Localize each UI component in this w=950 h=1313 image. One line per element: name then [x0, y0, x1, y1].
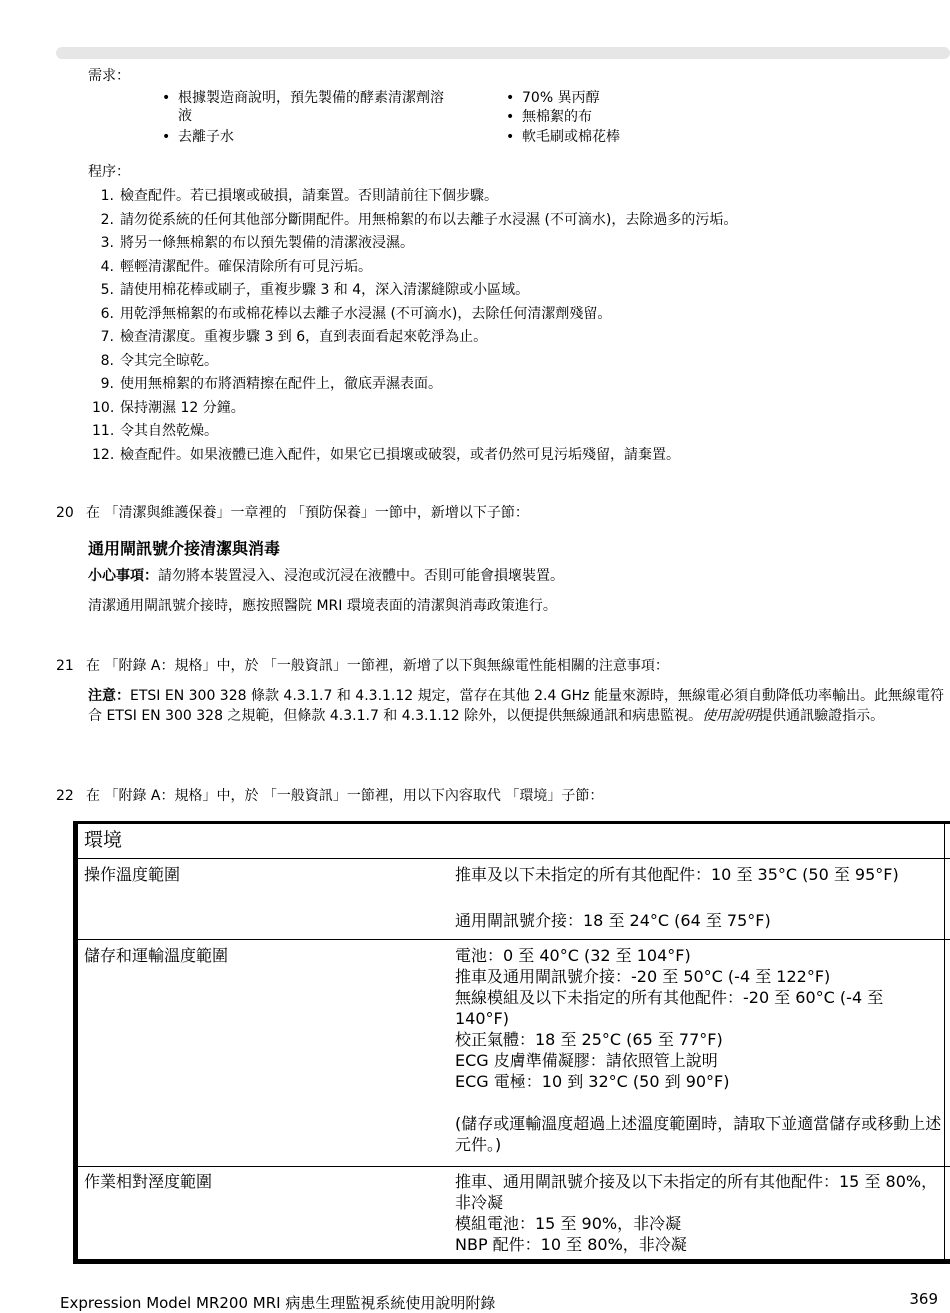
requirement-item: • 軟毛刷或棉花棒	[506, 129, 620, 145]
step-number: 5.	[100, 282, 114, 298]
step-text: 檢查清潔度。重複步驟 3 到 6，直到表面看起來乾淨為止。	[120, 329, 488, 345]
radio-note: 注意：ETSI EN 300 328 條款 4.3.1.7 和 4.3.1.12 規定，當存在其他 2.4 GHz 能量來源時，無線電必須自動降低功率輸出。此無線電符合 ETSI EN 300 328 之規範，但條款 4.3.1.7 和 4.3.1.12 除外，以便提供無線通訊和病患監視。使用說明提供通訊驗證指示。	[88, 688, 944, 724]
step-text: 用乾淨無棉絮的布或棉花棒以去離子水浸濕 (不可滴水)，去除任何清潔劑殘留。	[120, 306, 612, 322]
note-label: 注意：	[88, 688, 130, 704]
step-text: 請使用棉花棒或刷子，重複步驟 3 和 4，深入清潔縫隙或小區域。	[120, 282, 530, 298]
step-text: 將另一條無棉絮的布以預先製備的清潔液浸濕。	[120, 235, 414, 251]
header-bar	[56, 47, 950, 59]
step-number: 4.	[100, 259, 114, 275]
caution-text: 請勿將本裝置浸入、浸泡或沉浸在液體中。否則可能會損壞裝置。	[158, 568, 564, 584]
step-number: 8.	[100, 353, 114, 369]
section-number: 21	[56, 658, 74, 674]
step-text: 令其完全晾乾。	[120, 353, 218, 369]
requirements-label: 需求：	[88, 68, 130, 84]
section-text: 在 「附錄 A：規格」中，於 「一般資訊」一節裡，新增了以下與無線電性能相關的注意事項：	[86, 658, 669, 674]
section-text: 在 「清潔與維護保養」一章裡的 「預防保養」一節中，新增以下子節：	[86, 505, 529, 521]
step-number: 2.	[100, 212, 114, 228]
table-title: 環境	[84, 829, 123, 851]
table-row-label: 儲存和運輸溫度範圍	[84, 946, 229, 965]
table-row-label: 操作溫度範圍	[84, 865, 181, 884]
requirement-item: • 去離子水	[162, 129, 234, 145]
step-text: 檢查配件。如果液體已進入配件，如果它已損壞或破裂，或者仍然可見污垢殘留，請棄置。	[120, 447, 680, 463]
procedure-label: 程序：	[88, 164, 130, 180]
section-number: 22	[56, 788, 74, 804]
page-number: 369	[909, 1290, 938, 1308]
table-divider	[78, 939, 950, 940]
section-number: 20	[56, 505, 74, 521]
step-text: 請勿從系統的任何其他部分斷開配件。用無棉絮的布以去離子水浸濕 (不可滴水)，去除過多的污垢。	[120, 212, 738, 228]
requirement-item: • 70% 異丙醇	[506, 90, 600, 106]
table-row-value: 電池：0 至 40°C (32 至 104°F) 推車及通用閘訊號介接：-20 至 50°C (-4 至 122°F) 無線模組及以下未指定的所有其他配件：-20 至 60°C (-4 至 140°F) 校正氣體：18 至 25°C (65 至 77°F) ECG 皮膚準備凝膠：請依照管上說明 ECG 電極：10 到 32°C (50 到 90°F) (儲存或運輸溫度超過上述溫度範圍時，請取下並適當儲存或移動上述元件。)	[455, 946, 942, 1154]
step-number: 12.	[92, 447, 115, 463]
table-divider	[78, 1166, 950, 1167]
step-text: 輕輕清潔配件。確保清除所有可見污垢。	[120, 259, 372, 275]
caution-label: 小心事項：	[88, 568, 158, 584]
table-divider	[78, 858, 950, 859]
step-number: 7.	[100, 329, 114, 345]
table-row-label: 作業相對溼度範圍	[84, 1172, 213, 1191]
step-number: 6.	[100, 306, 114, 322]
requirement-item: • 無棉絮的布	[506, 109, 592, 125]
step-text: 保持潮濕 12 分鐘。	[120, 400, 245, 416]
footer-title: Expression Model MR200 MRI 病患生理監視系統使用說明附錄	[60, 1294, 496, 1312]
step-text: 使用無棉絮的布將酒精擦在配件上，徹底弄濕表面。	[120, 376, 442, 392]
table-row-value: 推車、通用閘訊號介接及以下未指定的所有其他配件：15 至 80%，非冷凝 模組電池：15 至 90%，非冷凝 NBP 配件：10 至 80%，非冷凝	[455, 1172, 938, 1254]
step-number: 9.	[100, 376, 114, 392]
section-text: 在 「附錄 A：規格」中，於 「一般資訊」一節裡，用以下內容取代 「環境」子節：	[86, 788, 604, 804]
table-right-border	[944, 824, 945, 1264]
table-row-value: 推車及以下未指定的所有其他配件：10 至 35°C (50 至 95°F) 通用閘訊號介接：18 至 24°C (64 至 75°F)	[455, 865, 899, 930]
caution-note	[88, 566, 564, 586]
policy-text: 清潔通用閘訊號介接時，應按照醫院 MRI 環境表面的清潔與消毒政策進行。	[88, 598, 557, 614]
step-number: 1.	[100, 188, 114, 204]
step-text: 檢查配件。若已損壞或破損，請棄置。否則請前往下個步驟。	[120, 188, 498, 204]
note-italic: 使用說明	[702, 708, 759, 724]
step-number: 11.	[92, 423, 115, 439]
requirement-item: • 根據製造商說明，預先製備的酵素清潔劑溶 液	[162, 90, 444, 124]
step-number: 3.	[100, 235, 114, 251]
step-text: 令其自然乾燥。	[120, 423, 218, 439]
step-number: 10.	[92, 400, 115, 416]
subsection-heading: 通用閘訊號介接清潔與消毒	[88, 539, 281, 558]
